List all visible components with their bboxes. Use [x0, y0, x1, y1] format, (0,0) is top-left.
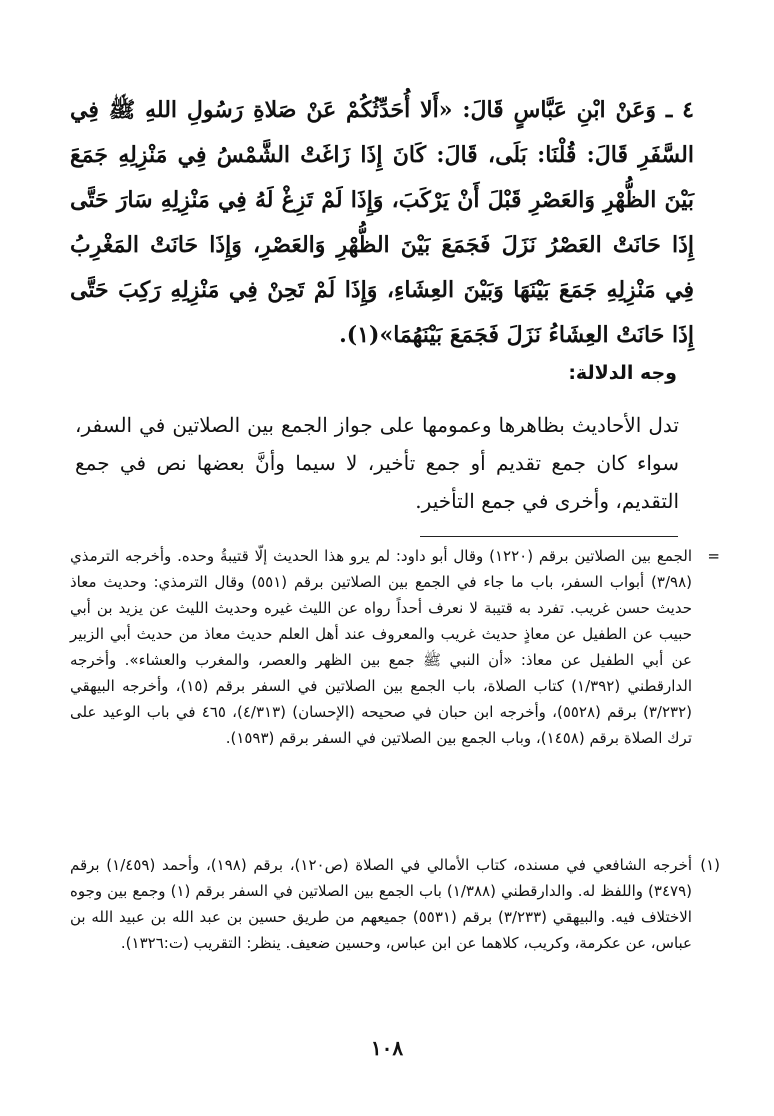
- section-heading: وجه الدلالة:: [568, 362, 677, 384]
- section-body-text: تدل الأحاديث بظاهرها وعمومها على جواز الجمع بين الصلاتين في السفر، سواء كان جمع تقديم أو جمع تأخير، لا سيما وأنَّ بعضها نص في جمع التقديم، وأخرى في جمع التأخير.: [75, 413, 679, 513]
- footnote-1-marker: (١): [700, 856, 720, 874]
- footnote-continued-marker: =: [707, 547, 720, 565]
- footnote-continued-text: الجمع بين الصلاتين برقم (١٢٢٠) وقال أبو داود: لم يرو هذا الحديث إلّا قتيبةُ وحده. وأخرجه الترمذي (٣/٩٨) أبواب السفر، باب ما جاء في الجمع بين الصلاتين برقم (٥٥١) وقال الترمذي: وحديث معاذ حديث حسن غريب. تفرد به قتيبة لا نعرف أحداً رواه عن الليث غيره وحديث الليث عن يزيد بن أبي حبيب عن الطفيل عن معاذٍ حديث غريب والمعروف عند أهل العلم حديث معاذ من حديث أبي الزبير عن أبي الطفيل عن معاذ: «أن النبي ﷺ جمع بين الظهر والعصر، والمغرب والعشاء». وأخرجه الدارقطني (١/٣٩٢) كتاب الصلاة، باب الجمع بين الصلاتين في السفر برقم (١٥)، وأخرجه البيهقي (٣/٢٣٢) برقم (٥٥٢٨)، وأخرجه ابن حبان في صحيحه (الإحسان) (٤/٣١٣)، ٤٦٥ في باب الوعيد على ترك الصلاة برقم (١٤٥٨)، وباب الجمع بين الصلاتين في السفر برقم (١٥٩٣).: [70, 547, 692, 747]
- hadith-text: ٤ ـ وَعَنْ ابْنِ عَبَّاسٍ قَالَ: «أَلا أُحَدِّثُكُمْ عَنْ صَلاةِ رَسُولِ اللهِ ﷺ فِي السَّفَرِ قَالَ: قُلْنَا: بَلَى، قَالَ: كَانَ إِذَا زَاغَتْ الشَّمْسُ فِي مَنْزِلِهِ جَمَعَ بَيْنَ الظُّهْرِ وَالعَصْرِ قَبْلَ أَنْ يَرْكَبَ، وَإِذَا لَمْ تَزِغْ لَهُ فِي مَنْزِلِهِ سَارَ حَتَّى إِذَا حَانَتْ العَصْرُ نَزَلَ فَجَمَعَ بَيْنَ الظُّهْرِ وَالعَصْرِ، وَإِذَا حَانَتْ المَغْرِبُ فِي مَنْزِلِهِ جَمَعَ بَيْنَهَا وَبَيْنَ العِشَاءِ، وَإِذَا لَمْ تَحِنْ فِي مَنْزِلِهِ رَكِبَ حَتَّى إِذَا حَانَتْ العِشَاءُ نَزَلَ فَجَمَعَ بَيْنَهُمَا»(١).: [70, 97, 694, 348]
- footnote-continued: [70, 543, 720, 751]
- footnote-separator: [420, 536, 678, 537]
- footnote-1: [70, 852, 720, 956]
- footnote-1-text: أخرجه الشافعي في مسنده، كتاب الأمالي في الصلاة (ص١٢٠)، برقم (١٩٨)، وأحمد (١/٤٥٩) برقم (٣٤٧٩) واللفظ له. والدارقطني (١/٣٨٨) باب الجمع بين الصلاتين في السفر برقم (١) وجمع بين وجوه الاختلاف فيه. والبيهقي (٣/٢٣٣) برقم (٥٥٣١) جميعهم من طريق حسين بن عبد الله بن عبيد الله بن عباس، عن عكرمة، وكريب، كلاهما عن ابن عباس، وحسين ضعيف. ينظر: التقريب (ت:١٣٢٦).: [70, 856, 693, 952]
- page-number: ١٠٨: [370, 1036, 404, 1060]
